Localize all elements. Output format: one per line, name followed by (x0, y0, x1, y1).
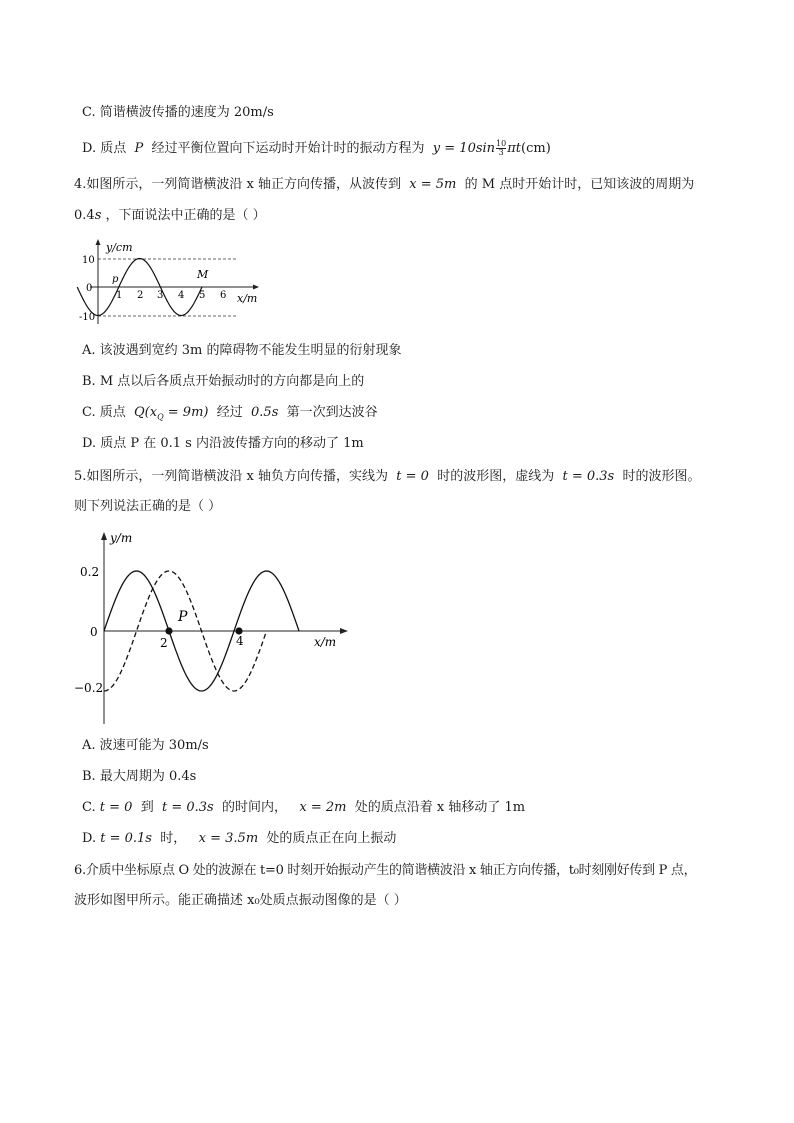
q4-option-b: B. M 点以后各质点开始振动时的方向都是向上的 (82, 374, 365, 389)
q5-point-p-label: P (178, 609, 188, 625)
q3-option-c: C. 简谐横波传播的速度为 20m/s (82, 105, 274, 120)
q5-point-p-dot (165, 627, 172, 634)
q5-y-axis-label: y/m (110, 531, 133, 545)
q5-option-a: A. 波速可能为 30m/s (82, 738, 209, 753)
q5-x-tick-4: 4 (236, 634, 244, 648)
q4-point-p-label: p (112, 274, 119, 285)
q4-x-tick-5: 5 (199, 290, 206, 301)
q5-y-tick-neg02: −0.2 (74, 681, 104, 695)
q4-x-tick-4: 4 (178, 290, 185, 301)
q4-y-axis-label: y/cm (106, 241, 133, 254)
q4-x-tick-2: 2 (137, 290, 144, 301)
q5-y-tick-0: 0 (90, 625, 98, 639)
q4-x-tick-3: 3 (157, 290, 164, 301)
q4-x-tick-1: 1 (116, 290, 123, 301)
q4-y-tick-0: 0 (86, 283, 93, 294)
q5-stem-line-2: 则下列说法正确的是（ ） (74, 499, 222, 514)
q4-stem-line-1: 4.如图所示，一列简谐横波沿 x 轴正方向传播，从波传到 x = 5m 的 M 点时开始计时，已知该波的周期为 (74, 177, 695, 192)
q4-x-tick-6: 6 (220, 290, 227, 301)
q5-x-tick-2: 2 (160, 636, 168, 650)
q5-option-b: B. 最大周期为 0.4s (82, 769, 197, 784)
q5-x-arrow (340, 628, 348, 634)
q4-option-d: D. 质点 P 在 0.1 s 内沿波传播方向的移动了 1m (82, 436, 364, 451)
q4-wave-figure (70, 236, 270, 328)
q5-option-d: D. t = 0.1s 时， x = 3.5m 处的质点正在向上振动 (82, 831, 397, 846)
q4-x-arrow (253, 285, 259, 290)
q5-y-tick-02: 0.2 (80, 565, 100, 579)
q4-stem-line-2: 0.4s ，下面说法中正确的是（ ） (74, 208, 266, 223)
q4-y-tick-10: 10 (82, 255, 95, 266)
q6-stem-line-1: 6.介质中坐标原点 O 处的波源在 t=0 时刻开始振动产生的简谐横波沿 x 轴正方向传播，t₀时刻刚好传到 P 点， (74, 863, 697, 878)
q5-option-c: C. t = 0 到 t = 0.3s 的时间内， x = 2m 处的质点沿着 x 轴移动了 1m (82, 800, 526, 815)
q4-option-c: C. 质点 $Q(x_Q = 9m)$ 经过 0.5s 第一次到达波谷 (82, 405, 378, 422)
q4-x-axis-label: x/m (237, 292, 258, 305)
q4-point-m-label: M (197, 268, 209, 281)
q4-y-tick-neg10: -10 (79, 312, 96, 323)
q4-option-a: A. 该波遇到宽约 3m 的障碍物不能发生明显的衍射现象 (82, 343, 402, 358)
q5-x-axis-label: x/m (314, 635, 337, 649)
q5-y-arrow (101, 532, 107, 540)
q3-option-d: D. 质点 P 经过平衡位置向下运动时开始计时的振动方程为 y = 10sin $\frac{10}{3}$ πt(cm) (82, 139, 551, 157)
q5-stem-line-1: 5.如图所示，一列简谐横波沿 x 轴负方向传播，实线为 t = 0 时的波形图，虚线为 t = 0.3s 时的波形图。 (74, 469, 701, 484)
q4-y-arrow (96, 239, 101, 245)
q6-stem-line-2: 波形如图甲所示。能正确描述 x₀处质点振动图像的是（ ） (74, 893, 407, 908)
q5-wave-figure (74, 528, 364, 728)
